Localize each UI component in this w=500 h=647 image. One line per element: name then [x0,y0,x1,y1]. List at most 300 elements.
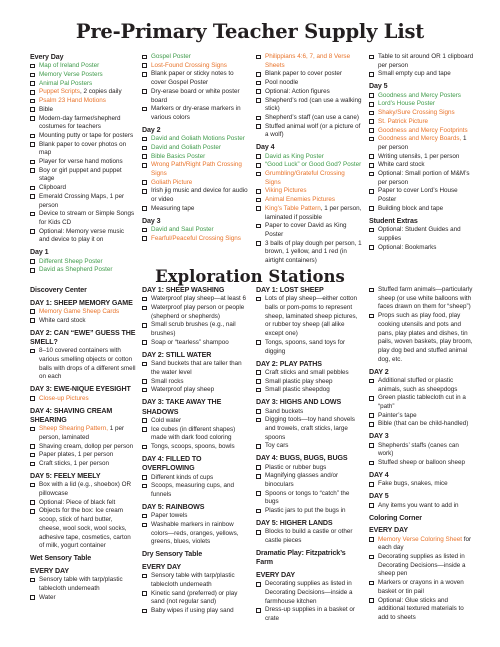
checkbox[interactable] [369,379,374,384]
checkbox[interactable] [142,323,147,328]
top-column-1 [30,53,136,275]
checkbox[interactable] [142,514,147,519]
checkbox[interactable] [256,189,261,194]
checkbox[interactable] [369,555,374,560]
item-label: Writing utensils, 1 per person [378,152,460,160]
checklist-item [256,606,362,623]
checkbox[interactable] [142,574,147,579]
linked-resource-label[interactable]: Viking Pictures [265,187,307,195]
checkbox[interactable] [369,422,374,427]
checkbox[interactable] [142,206,147,211]
checklist-item [256,161,362,170]
checkbox[interactable] [369,314,374,319]
checklist-item [256,114,362,123]
item-text [378,153,475,162]
checkbox[interactable] [369,206,374,211]
item-text [151,474,248,483]
checklist-item [369,109,475,118]
checkbox[interactable] [369,137,374,142]
checkbox[interactable] [30,194,35,199]
checkbox[interactable] [30,453,35,458]
linked-resource-label[interactable]: Bible Basics Poster [151,152,206,160]
checkbox[interactable] [369,172,374,177]
item-label: Props such as play food, play cooking utensils and pots and pans, play plates and dishes, tin pails, woven baskets, play broom, play dog bed and stuffed animal dog, etc. [378,312,473,363]
item-note: for each day [378,535,472,552]
item-text [151,205,248,214]
item-label: Dry-erase board or white poster board [151,87,240,104]
item-label: Scoops, measuring cups, and funnels [151,482,234,498]
checkbox[interactable] [30,396,35,401]
item-text [39,395,136,404]
checklist-item [256,196,362,205]
linked-resource-label[interactable]: Animal Pal Posters [39,79,93,87]
item-label: Magnifying glasses and/or binoculars [265,472,339,489]
linked-resource-label[interactable]: Goodness and Mercy Footprints [378,126,468,134]
checkbox[interactable] [30,444,35,449]
item-text [378,442,475,459]
item-text [378,226,475,243]
linked-resource-label[interactable]: Philippians 4:6, 7, and 8 Verse Sheets [265,53,351,69]
checklist-item [142,226,248,235]
checklist-item [256,295,362,339]
item-text [378,92,475,101]
item-label: Stuffed farm animals—particularly sheep (or use white balloons with faces drawn on them for “sheep”) [378,286,473,311]
section-heading: EVERY DAY [256,571,296,580]
checkbox[interactable] [256,379,261,384]
checkbox[interactable] [30,349,35,354]
checkbox[interactable] [256,491,261,496]
checklist-item [256,369,362,378]
linked-resource-label[interactable]: Shaky/Sure Crossing Signs [378,109,455,117]
checklist-item [30,308,136,317]
checklist-item [256,222,362,239]
item-text [265,369,362,378]
item-text [39,167,136,184]
item-text [265,442,362,451]
item-text [39,71,136,80]
checklist-item [30,80,136,89]
item-text [265,114,362,123]
checklist-item [30,347,136,382]
checklist-item [256,53,362,70]
section-heading: DAY 5: FEELY MEELY [30,472,101,480]
checkbox[interactable] [256,198,261,203]
checkbox[interactable] [256,81,261,86]
checkbox[interactable] [256,116,261,121]
checkbox[interactable] [30,142,35,147]
item-label: Emerald Crossing Maps, 1 per person [39,192,125,209]
item-text [265,70,362,79]
item-label: Craft sticks and small pebbles [265,368,349,376]
checklist-item [256,386,362,395]
linked-resource-label[interactable]: Animal Enemies Pictures [265,196,335,204]
checkbox[interactable] [30,64,35,69]
item-label: Stuffed animal wolf (or a picture of a wolf) [265,122,361,139]
checkbox[interactable] [142,137,147,142]
item-text [151,521,248,547]
item-label: Boy or girl puppet and puppet stage [39,166,122,183]
checkbox[interactable] [256,370,261,375]
linked-resource-label[interactable]: Memory Verse Posters [39,71,103,78]
checkbox[interactable] [256,444,261,449]
linked-resource-label[interactable]: Goodness and Mercy Boards, [378,135,462,143]
checkbox[interactable] [256,124,261,129]
item-label: Optional: Piece of black felt [39,498,116,506]
checklist-item [369,312,475,364]
linked-resource-label[interactable]: Sheep Shearing Pattern, [39,425,108,433]
checkbox[interactable] [30,427,35,432]
checklist-item [369,53,475,70]
checkbox[interactable] [142,388,147,393]
linked-resource-label[interactable]: David and Goliath Motions Poster [151,135,245,143]
checkbox[interactable] [142,189,147,194]
linked-resource-label[interactable]: Wrong Path/Right Path Crossing Signs [151,161,242,178]
checkbox[interactable] [256,582,261,587]
checkbox[interactable] [369,93,374,98]
item-text [378,100,475,109]
checkbox[interactable] [30,578,35,583]
checkbox[interactable] [142,306,147,311]
section-heading: EVERY DAY [142,562,182,571]
item-label: 8–10 covered containers with various smelling objects or cotton balls with drops of a different smell on each [39,347,136,381]
checklist-item [142,161,248,178]
item-text [378,597,475,623]
checkbox[interactable] [142,379,147,384]
checklist-item [30,88,136,97]
linked-resource-label[interactable]: Psalm 23 Hand Motions [39,97,106,105]
item-text [265,528,362,545]
checkbox[interactable] [256,154,261,159]
linked-resource-label[interactable]: King’s Table Pattern [265,204,321,212]
item-label: Optional: Memory verse music and device to play it on [39,227,125,244]
checklist-item [256,170,362,187]
section-heading: DAY 1: LOST SHEEP [256,286,324,294]
item-label: Paper plates, 1 per person [39,451,114,459]
checkbox[interactable] [142,163,147,168]
item-label: Blank paper to cover photos on map [39,140,127,157]
item-text [151,53,248,62]
checkbox[interactable] [30,99,35,104]
item-label: Decorating supplies as listed in Decorating Decisions—inside a sheep pen [378,553,466,578]
item-label: Optional: Student Guides and supplies [378,226,461,242]
item-text [378,480,475,489]
checkbox[interactable] [369,245,374,250]
section-heading: DAY 4 [369,471,389,480]
item-label: Small empty cup and tape [378,70,451,78]
item-label: White card stock [39,316,86,324]
item-label: Optional: Bookmarks [378,243,437,251]
checkbox[interactable] [142,154,147,159]
checklist-item [30,228,136,245]
checkbox[interactable] [369,111,374,116]
checklist-item [369,187,475,204]
item-text [265,408,362,417]
checkbox[interactable] [142,180,147,185]
item-text [265,79,362,88]
checkbox[interactable] [30,160,35,165]
checkbox[interactable] [142,591,147,596]
checkbox[interactable] [30,318,35,323]
linked-resource-label[interactable]: Close-up Pictures [39,394,89,402]
checkbox[interactable] [256,509,261,514]
checklist-item [142,321,248,338]
checkbox[interactable] [256,163,261,168]
item-text [39,451,136,460]
item-text [378,205,475,214]
checkbox[interactable] [142,445,147,450]
linked-resource-label[interactable]: Goliath Picture [151,178,193,186]
item-text [39,481,136,498]
checkbox[interactable] [256,418,261,423]
item-text [265,170,362,187]
item-label: Sand buckets [265,407,304,415]
checkbox[interactable] [142,107,147,112]
checkbox[interactable] [369,163,374,168]
item-label: Measuring tape [151,204,195,212]
checkbox[interactable] [142,609,147,614]
item-text [39,193,136,210]
item-text [39,507,136,551]
checkbox[interactable] [369,461,374,466]
section-heading: Student Extras [369,216,418,225]
checkbox[interactable] [30,90,35,95]
item-text [265,222,362,239]
item-label: Washable markers in rainbow colors—reds, oranges, yellows, greens, blues, violets [151,520,239,546]
checkbox[interactable] [369,443,374,448]
checkbox[interactable] [142,340,147,345]
checklist-item [142,144,248,153]
checklist-item [369,226,475,243]
linked-resource-label[interactable]: Memory Game Sheep Cards [39,307,120,315]
item-text [151,295,248,304]
checkbox[interactable] [256,89,261,94]
checklist-item [369,536,475,553]
checkbox[interactable] [256,608,261,613]
checklist-item [142,386,248,395]
checkbox[interactable] [142,297,147,302]
item-label: Decorating supplies as listed in Decorating Decisions—inside a farmhouse kitchen [265,580,353,605]
checkbox[interactable] [30,500,35,505]
checklist-item [30,193,136,210]
linked-resource-label[interactable]: Fearful/Peaceful Crossing Signs [151,234,241,242]
linked-resource-label[interactable]: David as King Poster [265,152,324,160]
checklist-item [142,235,248,244]
checklist-item [256,378,362,387]
checkbox[interactable] [30,73,35,78]
checkbox[interactable] [142,427,147,432]
checklist-item [369,459,475,468]
item-label: Lots of play sheep—either cotton balls or pom-poms to represent sheep, laminated sheep pictures, or rubber toy sheep (all alike except one) [265,295,358,338]
item-text [151,590,248,607]
checklist-item [142,304,248,321]
checkbox[interactable] [30,229,35,234]
checklist-item [256,580,362,606]
item-label: Mounting putty or tape for posters [39,131,134,139]
item-label: Small plastic sheepdog [265,386,330,394]
checkbox[interactable] [142,89,147,94]
checkbox[interactable] [142,362,147,367]
checklist-item [142,105,248,122]
checkbox[interactable] [369,537,374,542]
checkbox[interactable] [256,98,261,103]
top-column-3 [256,53,362,266]
item-text [378,118,475,127]
checkbox[interactable] [30,168,35,173]
checkbox[interactable] [142,236,147,241]
checkbox[interactable] [369,288,374,293]
linked-resource-label[interactable]: David and Goliath Poster [151,143,222,151]
checkbox[interactable] [256,340,261,345]
item-label: Markers or crayons in a woven basket or tin pail [378,579,464,595]
checkbox[interactable] [256,465,261,470]
checklist-item [369,553,475,579]
checkbox[interactable] [369,128,374,133]
item-text [378,127,475,136]
item-label: Tongs, spoons, sand toys for digging [265,338,346,355]
checklist-item [369,244,475,253]
checklist-item [142,53,248,62]
checkbox[interactable] [369,581,374,586]
checkbox[interactable] [30,81,35,86]
item-text [151,360,248,377]
checklist-item [142,378,248,387]
checkbox[interactable] [30,595,35,600]
checkbox[interactable] [369,228,374,233]
checkbox[interactable] [369,72,374,77]
checkbox[interactable] [30,259,35,264]
item-text [378,394,475,411]
checkbox[interactable] [30,107,35,112]
checkbox[interactable] [30,309,35,314]
checkbox[interactable] [30,483,35,488]
checkbox[interactable] [256,55,261,60]
linked-resource-label[interactable]: Goodness and Mercy Posters [378,91,461,99]
linked-resource-label[interactable]: David as Shepherd Poster [39,266,113,274]
checkbox[interactable] [369,119,374,124]
item-label: Optional: Small portion of M&M’s per person [378,170,470,186]
item-label: Markers or dry-erase markers in various colors [151,105,241,121]
checkbox[interactable] [369,598,374,603]
checkbox[interactable] [256,241,261,246]
section-heading: DAY 5: RAINBOWS [142,502,205,511]
item-text [151,378,248,387]
checkbox[interactable] [142,523,147,528]
checkbox[interactable] [256,224,261,229]
checkbox[interactable] [369,102,374,107]
linked-resource-label[interactable]: Map of Ireland Poster [39,62,100,70]
checkbox[interactable] [30,186,35,191]
checkbox[interactable] [256,72,261,77]
item-text [378,502,475,511]
linked-resource-label[interactable]: “Good Luck” or Good God? Poster [265,161,362,169]
checkbox[interactable] [142,418,147,423]
linked-resource-label[interactable]: Lord’s House Poster [378,100,435,108]
section-heading: DAY 5: HIGHER LANDS [256,519,333,528]
checkbox[interactable] [30,134,35,139]
checkbox[interactable] [369,396,374,401]
checkbox[interactable] [30,462,35,467]
top-column-2 [142,53,248,244]
checkbox[interactable] [256,388,261,393]
checkbox[interactable] [369,55,374,60]
checkbox[interactable] [30,116,35,121]
checklist-item [142,426,248,443]
item-text [151,88,248,105]
checklist-item [30,184,136,193]
checkbox[interactable] [369,413,374,418]
checkbox[interactable] [30,212,35,217]
checkbox[interactable] [30,509,35,514]
checkbox[interactable] [142,55,147,60]
checklist-item [30,499,136,508]
checklist-item [30,594,136,603]
item-text [39,228,136,245]
checkbox[interactable] [142,484,147,489]
section-heading: Dry Sensory Table [142,550,203,559]
checklist-item [30,481,136,498]
checklist-item [142,70,248,87]
checkbox[interactable] [256,172,261,177]
checkbox[interactable] [256,474,261,479]
checklist-item [256,70,362,79]
checkbox[interactable] [369,503,374,508]
linked-resource-label[interactable]: Puppet Scripts [39,88,80,96]
checklist-item [30,62,136,71]
item-text [151,226,248,235]
linked-resource-label[interactable]: David and Saul Poster [151,226,214,234]
item-text [151,105,248,122]
item-label: Toy cars [265,442,289,450]
item-text [265,88,362,97]
checklist-item [30,460,136,469]
item-text [39,317,136,326]
item-text [265,196,362,205]
linked-resource-label[interactable]: Lost-Found Crossing Signs [151,61,227,69]
item-text [378,579,475,596]
checklist-item [30,97,136,106]
item-label: Waterproof play sheep—at least 6 [151,295,246,303]
section-heading: DAY 2: CAN “EWE” GUESS THE SMELL? [30,328,136,346]
item-label: Sand buckets that are taller than the water level [151,360,242,376]
linked-resource-label[interactable]: Different Sheep Poster [39,257,103,265]
linked-resource-label[interactable]: Memory Verse Coloring Sheet [378,535,462,543]
checkbox[interactable] [256,206,261,211]
checkbox[interactable] [256,297,261,302]
checkbox[interactable] [142,63,147,68]
checkbox[interactable] [369,154,374,159]
linked-resource-label[interactable]: Gospel Poster [151,53,191,60]
checkbox[interactable] [142,228,147,233]
section-heading: EVERY DAY [369,526,409,535]
checkbox[interactable] [369,482,374,487]
linked-resource-label[interactable]: St. Patrick Picture [378,117,429,125]
item-text [265,53,362,70]
section-heading: Wet Sensory Table [30,554,92,563]
item-text [378,70,475,79]
section-heading: DAY 5 [369,492,389,501]
checkbox[interactable] [256,409,261,414]
item-label: Waterproof play sheep [151,386,215,394]
checkbox[interactable] [142,146,147,151]
checklist-item [256,507,362,516]
checkbox[interactable] [369,189,374,194]
checkbox[interactable] [142,475,147,480]
checkbox[interactable] [142,72,147,77]
item-text [378,187,475,204]
linked-resource-label[interactable]: Grumbling/Grateful Crossing Signs [265,170,345,186]
section-heading: DAY 1: SHEEP MEMORY GAME [30,298,133,307]
checkbox[interactable] [256,530,261,535]
